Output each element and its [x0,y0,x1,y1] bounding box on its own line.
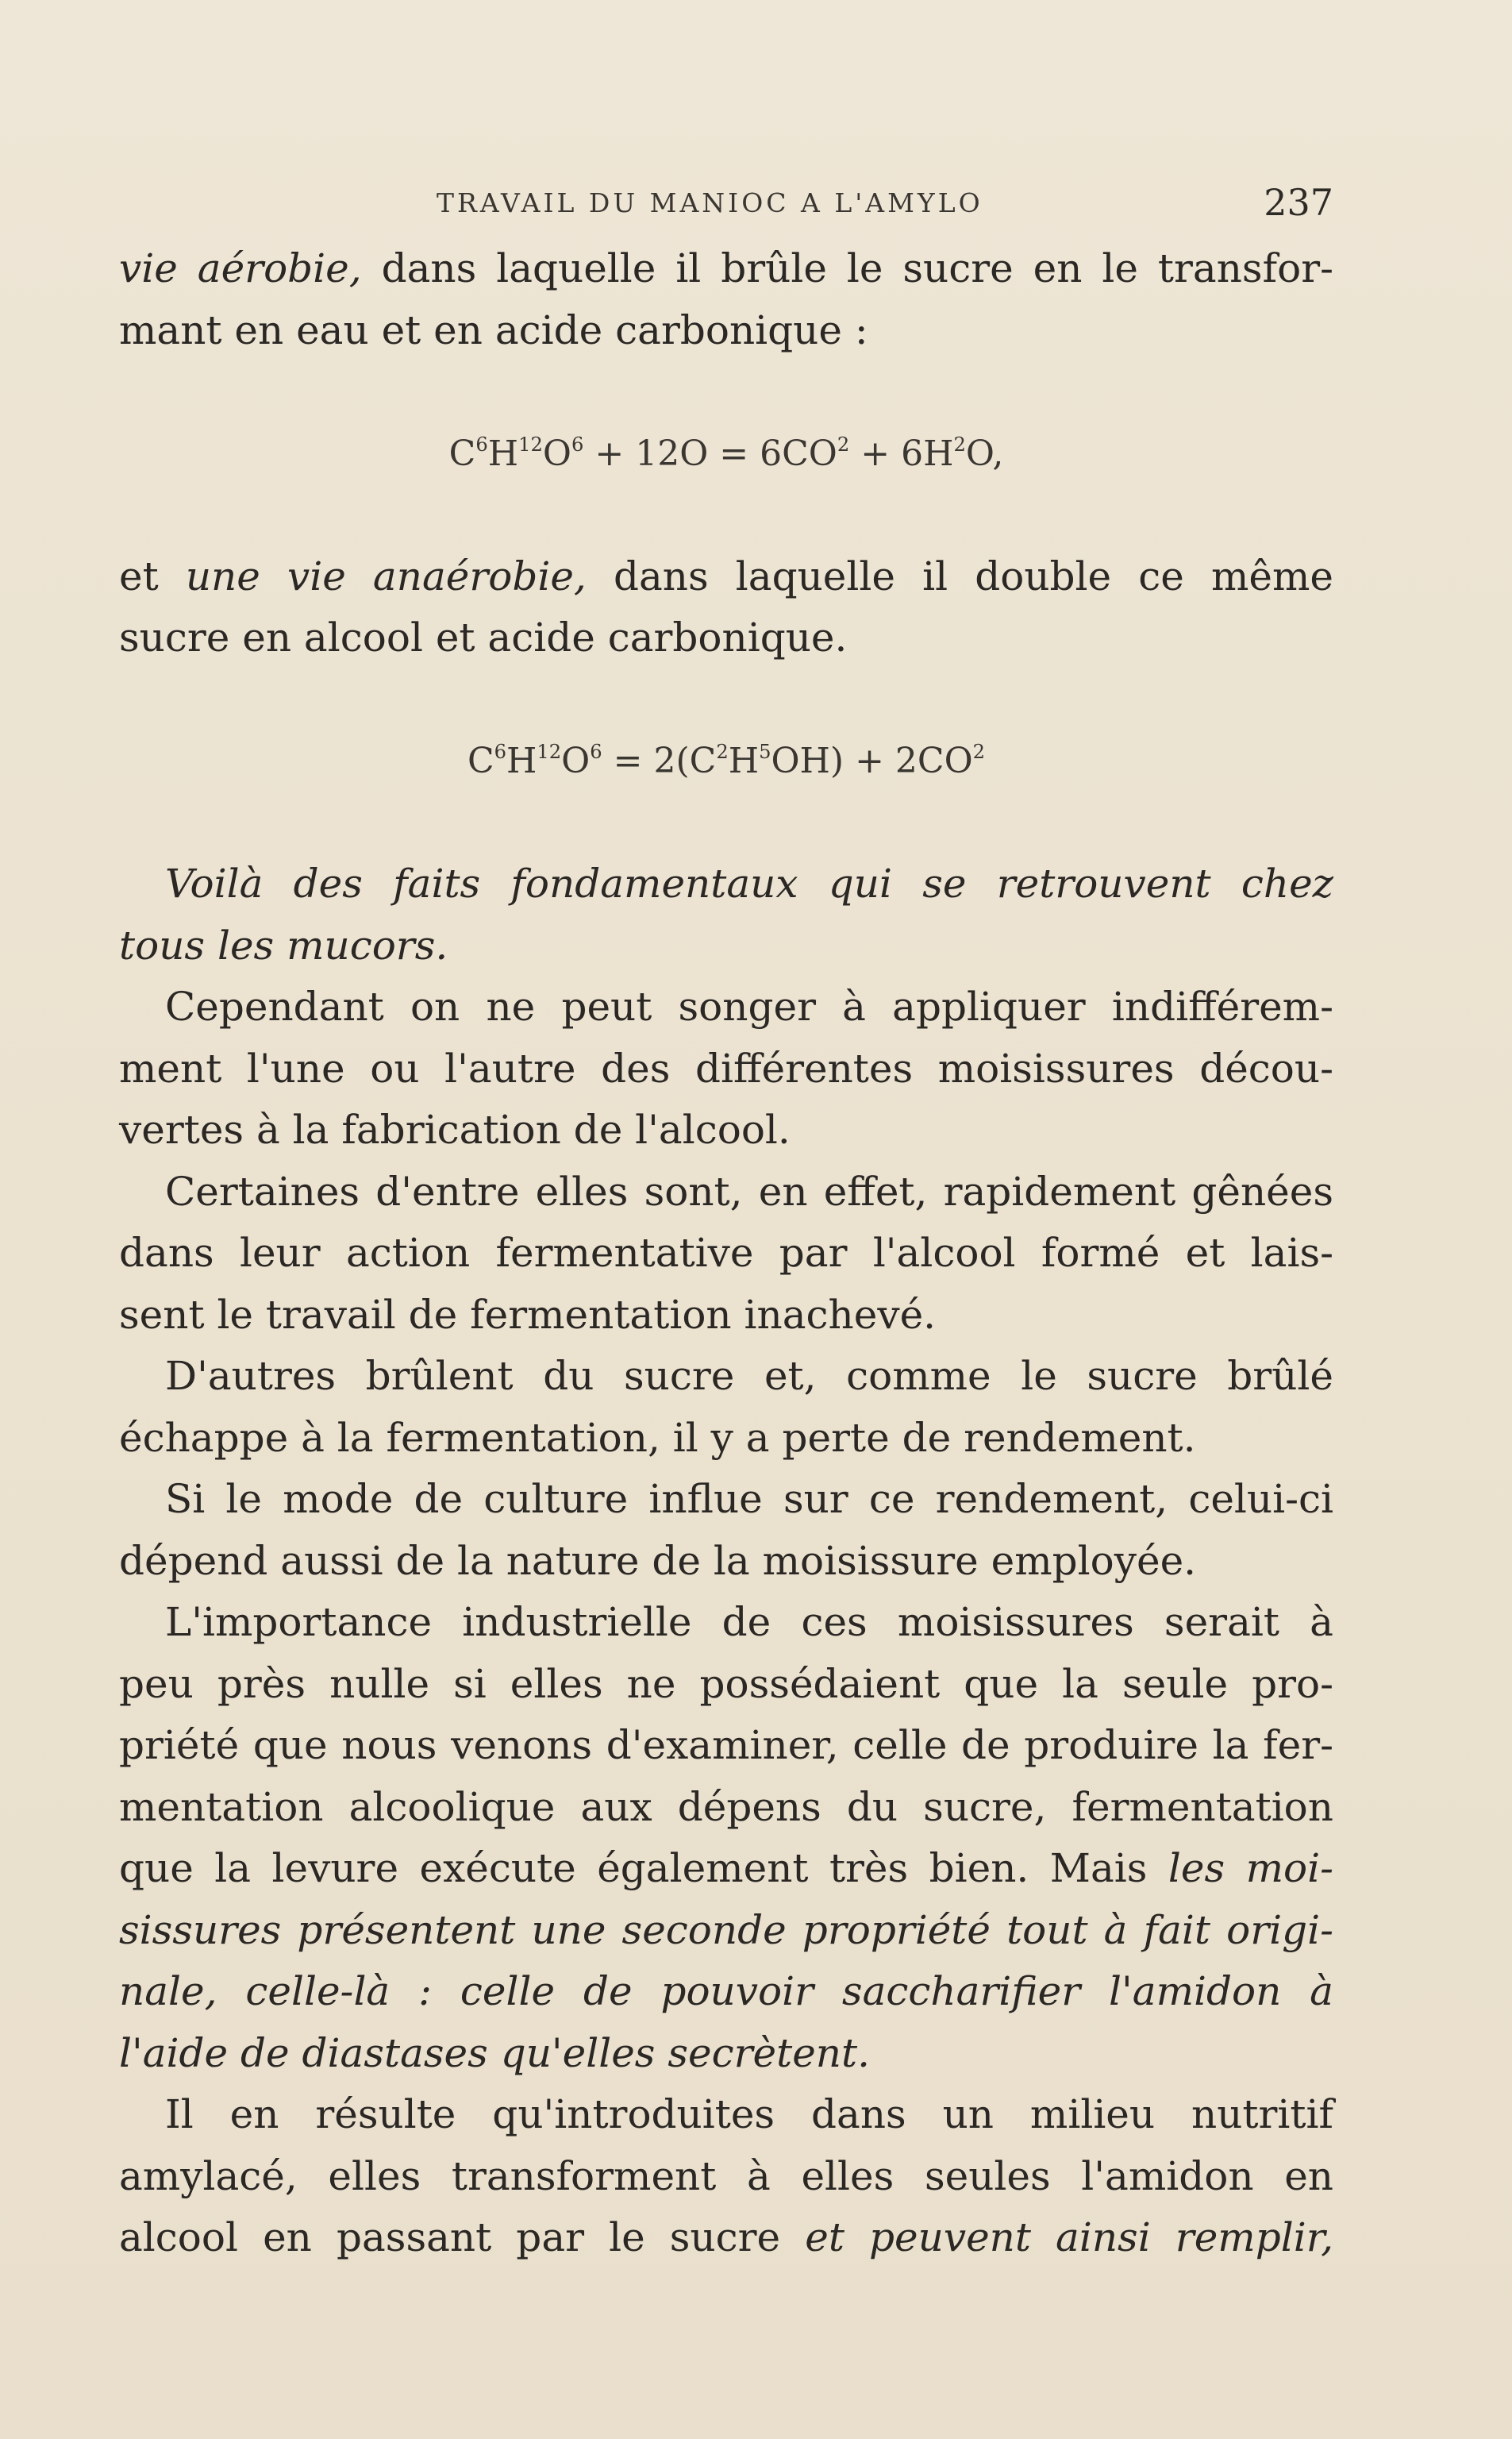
spacer [119,361,1333,423]
text-line: sucre en alcool et acide carbonique. [119,615,848,661]
text-line [119,238,1333,300]
formula-superscript: 12 [537,740,562,763]
formula-part: C [448,433,476,474]
body-text [119,238,1333,2269]
chemical-equation-aerobic [119,423,1333,485]
formula-part: O [561,741,591,781]
text-line: Certaines d'entre elles sont, en effet, rapidement gênées [165,1168,1333,1215]
formula-superscript: 6 [571,433,584,456]
text-line: Si le mode de culture influe sur ce rendement, celui-ci [165,1476,1333,1522]
formula-part: + 12O = 6CO [583,433,837,474]
text-line: mentation alcoolique aux dépens du sucre, fermentation [119,1783,1333,1830]
text-run: que la levure exécute également très bien. Mais [119,1845,1168,1891]
text-run: et [119,553,186,599]
italic-phrase: vie aérobie, [119,245,362,291]
formula-superscript: 6 [475,433,488,456]
text-line [119,1900,1333,1962]
italic-phrase: une vie anaérobie, [185,553,587,599]
formula-superscript: 5 [759,740,771,763]
formula-part: = 2(C [602,741,717,781]
text-line [119,1961,1333,2023]
formula-part: + 6H [849,433,954,474]
spacer [119,669,1333,731]
italic-phrase: Voilà des faits fondamentaux qui se retrouvent chez [165,861,1333,907]
text-run: dans laquelle il brûle le sucre en le transfor- [361,245,1333,291]
text-run: alcool en passant par le sucre [119,2214,806,2260]
text-line: échappe à la fermentation, il y a perte de rendement. [119,1414,1196,1461]
text-line: priété que nous venons d'examiner, celle de produire la fer- [119,1722,1333,1768]
text-line: ment l'une ou l'autre des différentes moisissures décou- [119,1045,1333,1092]
italic-phrase: nale, celle-là : celle de pouvoir saccharifier l'amidon à [119,1968,1333,2014]
text-line: dépend aussi de la nature de la moisissure employée. [119,1537,1197,1584]
italic-phrase: tous les mucors. [119,922,448,969]
formula-part: H [728,741,760,781]
text-line: Cependant on ne peut songer à appliquer indifférem- [165,984,1333,1030]
formula-superscript: 2 [837,433,850,456]
text-line: peu près nulle si elles ne possédaient que la seule pro- [119,1660,1333,1707]
formula-part: O [542,433,571,474]
italic-phrase: les moi- [1168,1845,1333,1891]
formula-superscript: 2 [953,433,966,456]
text-line [119,915,1333,977]
formula-part: H [506,741,537,781]
formula-superscript: 2 [716,740,729,763]
text-line: D'autres brûlent du sucre et, comme le sucre brûlé [165,1353,1333,1399]
text-line: dans leur action fermentative par l'alcool formé et lais- [119,1230,1333,1276]
text-line: sent le travail de fermentation inachevé. [119,1291,937,1338]
formula-part: C [467,741,494,781]
formula-superscript: 12 [518,433,543,456]
spacer [119,484,1333,546]
formula-superscript: 6 [494,740,507,763]
chemical-equation-anaerobic [119,730,1333,792]
text-line: vertes à la fabrication de l'alcool. [119,1107,791,1153]
formula-part: H [487,433,519,474]
text-run: dans laquelle il double ce même [586,553,1333,599]
formula-superscript: 6 [590,740,602,763]
italic-phrase: et peuvent ainsi remplir, [805,2214,1333,2260]
formula-superscript: 2 [972,740,986,763]
italic-phrase: sissures présentent une seconde propriété tout à fait origi- [119,1906,1333,1953]
formula-part: O, [965,433,1004,474]
formula-part: OH) + 2CO [771,741,973,781]
italic-phrase: l'aide de diastases qu'elles secrètent. [119,2029,870,2076]
text-line [119,2023,1333,2085]
text-line [119,853,1333,915]
text-line: L'importance industrielle de ces moisissures serait à [165,1599,1333,1645]
text-line [119,546,1333,608]
text-line [119,1838,1333,1900]
running-head [119,181,1333,229]
spacer [119,792,1333,854]
text-line: amylacé, elles transforment à elles seules l'amidon en [119,2152,1333,2199]
running-title: TRAVAIL DU MANIOC A L'AMYLO [437,187,983,218]
text-line [119,2207,1333,2269]
text-line: mant en eau et en acide carbonique : [119,306,868,353]
text-line: Il en résulte qu'introduites dans un milieu nutritif [165,2091,1333,2137]
page-number: 237 [1264,181,1333,224]
